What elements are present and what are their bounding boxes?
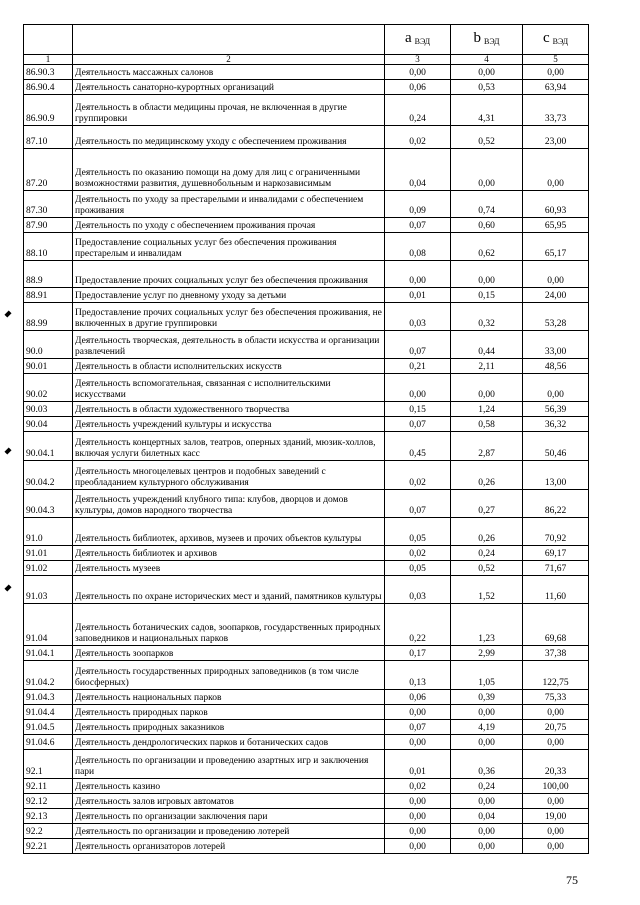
code-cell: 91.04.4 [24, 705, 73, 720]
column-index: 4 [451, 55, 523, 65]
value-c-cell: 56,39 [523, 402, 589, 417]
value-b-cell: 2,99 [451, 646, 523, 661]
table-row [24, 490, 589, 518]
value-c-cell: 23,00 [523, 126, 589, 149]
value-b-cell: 0,60 [451, 218, 523, 233]
activity-name-cell: Деятельность казино [73, 779, 385, 794]
value-a-cell: 0,00 [385, 735, 451, 750]
table-row [24, 779, 589, 794]
activity-name-cell: Деятельность природных заказников [73, 720, 385, 735]
value-a-cell: 0,07 [385, 417, 451, 432]
column-index-row [24, 55, 589, 65]
table-row [24, 661, 589, 690]
code-cell: 86.90.4 [24, 80, 73, 95]
activity-name-cell: Деятельность санаторно-курортных организаций [73, 80, 385, 95]
code-cell: 90.01 [24, 359, 73, 374]
page-number: 75 [566, 873, 578, 887]
value-a-cell: 0,04 [385, 149, 451, 191]
code-cell: 87.30 [24, 191, 73, 218]
value-b-cell: 2,87 [451, 432, 523, 461]
value-a-cell: 0,06 [385, 690, 451, 705]
table-row [24, 288, 589, 303]
margin-bullet [4, 584, 11, 591]
code-cell: 87.90 [24, 218, 73, 233]
header-name-cell [73, 25, 385, 55]
value-a-cell: 0,45 [385, 432, 451, 461]
value-a-cell: 0,24 [385, 95, 451, 126]
table-row [24, 576, 589, 604]
code-cell: 90.02 [24, 374, 73, 402]
activity-name-cell: Деятельность библиотек и архивов [73, 546, 385, 561]
value-b-cell: 0,62 [451, 233, 523, 261]
code-cell: 88.10 [24, 233, 73, 261]
table-row [24, 720, 589, 735]
value-c-cell: 0,00 [523, 705, 589, 720]
value-c-cell: 36,32 [523, 417, 589, 432]
table-row [24, 646, 589, 661]
header-row [24, 25, 589, 55]
value-c-cell: 122,75 [523, 661, 589, 690]
value-c-cell: 60,93 [523, 191, 589, 218]
table-row [24, 546, 589, 561]
header-b: b $_{ВЭД}$ [451, 25, 523, 55]
code-cell: 92.21 [24, 839, 73, 854]
header-a: a $_{ВЭД}$ [385, 25, 451, 55]
value-b-cell: 0,52 [451, 126, 523, 149]
code-cell: 92.12 [24, 794, 73, 809]
value-b-cell: 1,52 [451, 576, 523, 604]
activity-name-cell: Деятельность ботанических садов, зоопарков, государственных природных заповедников и национальных парков [73, 604, 385, 646]
table-row [24, 80, 589, 95]
value-c-cell: 63,94 [523, 80, 589, 95]
value-a-cell: 0,02 [385, 126, 451, 149]
activity-name-cell: Деятельность библиотек, архивов, музеев и прочих объектов культуры [73, 518, 385, 546]
code-cell: 90.04.2 [24, 461, 73, 490]
margin-bullet [4, 310, 11, 317]
value-a-cell: 0,01 [385, 750, 451, 779]
value-b-cell: 0,44 [451, 331, 523, 359]
value-b-cell: 0,00 [451, 794, 523, 809]
code-cell: 90.04.1 [24, 432, 73, 461]
value-b-cell: 0,74 [451, 191, 523, 218]
value-a-cell: 0,07 [385, 331, 451, 359]
value-a-cell: 0,07 [385, 218, 451, 233]
value-b-cell: 0,00 [451, 65, 523, 80]
value-b-cell: 0,26 [451, 461, 523, 490]
value-b-cell: 0,00 [451, 735, 523, 750]
value-b-cell: 0,32 [451, 303, 523, 331]
code-cell: 90.04.3 [24, 490, 73, 518]
value-b-cell: 0,27 [451, 490, 523, 518]
value-c-cell: 65,95 [523, 218, 589, 233]
value-b-cell: 1,23 [451, 604, 523, 646]
code-cell: 91.04.3 [24, 690, 73, 705]
activity-name-cell: Деятельность зоопарков [73, 646, 385, 661]
value-c-cell: 33,00 [523, 331, 589, 359]
column-index: 3 [385, 55, 451, 65]
value-a-cell: 0,08 [385, 233, 451, 261]
code-cell: 91.04.1 [24, 646, 73, 661]
table-row [24, 794, 589, 809]
value-c-cell: 37,38 [523, 646, 589, 661]
code-cell: 91.04 [24, 604, 73, 646]
value-a-cell: 0,02 [385, 546, 451, 561]
value-c-cell: 24,00 [523, 288, 589, 303]
code-cell: 92.1 [24, 750, 73, 779]
value-c-cell: 75,33 [523, 690, 589, 705]
activity-name-cell: Предоставление услуг по дневному уходу за детьми [73, 288, 385, 303]
header-c: c $_{ВЭД}$ [523, 25, 589, 55]
activity-name-cell: Предоставление прочих социальных услуг без обеспечения проживания [73, 261, 385, 288]
code-cell: 88.91 [24, 288, 73, 303]
code-cell: 88.9 [24, 261, 73, 288]
code-cell: 91.04.6 [24, 735, 73, 750]
activity-name-cell: Деятельность в области исполнительских искусств [73, 359, 385, 374]
code-cell: 91.02 [24, 561, 73, 576]
table-row [24, 518, 589, 546]
activity-name-cell: Деятельность по охране исторических мест и зданий, памятников культуры [73, 576, 385, 604]
value-c-cell: 100,00 [523, 779, 589, 794]
column-index: 2 [73, 55, 385, 65]
activity-name-cell: Деятельность дендрологических парков и ботанических садов [73, 735, 385, 750]
table-row [24, 461, 589, 490]
table-row [24, 690, 589, 705]
table-row [24, 561, 589, 576]
activity-name-cell: Деятельность по организации и проведению азартных игр и заключения пари [73, 750, 385, 779]
column-index: 5 [523, 55, 589, 65]
value-a-cell: 0,15 [385, 402, 451, 417]
value-a-cell: 0,00 [385, 261, 451, 288]
value-c-cell: 71,67 [523, 561, 589, 576]
activity-name-cell: Деятельность по уходу за престарелыми и инвалидами с обеспечением проживания [73, 191, 385, 218]
value-a-cell: 0,00 [385, 839, 451, 854]
table-row [24, 705, 589, 720]
value-b-cell: 4,31 [451, 95, 523, 126]
activity-name-cell: Деятельность по уходу с обеспечением проживания прочая [73, 218, 385, 233]
activity-name-cell: Деятельность учреждений культуры и искусства [73, 417, 385, 432]
value-a-cell: 0,01 [385, 288, 451, 303]
activity-name-cell: Деятельность учреждений клубного типа: клубов, дворцов и домов культуры, домов народного творчества [73, 490, 385, 518]
code-cell: 87.10 [24, 126, 73, 149]
code-cell: 91.0 [24, 518, 73, 546]
value-b-cell: 1,05 [451, 661, 523, 690]
code-cell: 92.13 [24, 809, 73, 824]
activity-name-cell: Деятельность вспомогательная, связанная с исполнительскими искусствами [73, 374, 385, 402]
value-b-cell: 0,00 [451, 839, 523, 854]
value-b-cell: 0,39 [451, 690, 523, 705]
value-a-cell: 0,02 [385, 461, 451, 490]
table-row [24, 126, 589, 149]
value-a-cell: 0,00 [385, 809, 451, 824]
value-b-cell: 0,00 [451, 149, 523, 191]
code-cell: 91.01 [24, 546, 73, 561]
table-row [24, 261, 589, 288]
value-a-cell: 0,13 [385, 661, 451, 690]
value-b-cell: 4,19 [451, 720, 523, 735]
value-a-cell: 0,00 [385, 824, 451, 839]
table-row [24, 191, 589, 218]
value-c-cell: 0,00 [523, 794, 589, 809]
value-b-cell: 0,04 [451, 809, 523, 824]
value-c-cell: 20,75 [523, 720, 589, 735]
table-row [24, 750, 589, 779]
value-c-cell: 69,68 [523, 604, 589, 646]
value-c-cell: 33,73 [523, 95, 589, 126]
value-c-cell: 0,00 [523, 735, 589, 750]
value-c-cell: 50,46 [523, 432, 589, 461]
activity-name-cell: Деятельность по оказанию помощи на дому для лиц с ограниченными возможностями развития, душевнобольным и наркозависимым [73, 149, 385, 191]
value-b-cell: 0,52 [451, 561, 523, 576]
activity-name-cell: Предоставление социальных услуг без обеспечения проживания престарелым и инвалидам [73, 233, 385, 261]
value-a-cell: 0,06 [385, 80, 451, 95]
code-cell: 91.04.2 [24, 661, 73, 690]
code-cell: 90.0 [24, 331, 73, 359]
value-a-cell: 0,05 [385, 561, 451, 576]
value-a-cell: 0,17 [385, 646, 451, 661]
value-a-cell: 0,00 [385, 374, 451, 402]
table-row [24, 233, 589, 261]
value-a-cell: 0,21 [385, 359, 451, 374]
table-row [24, 432, 589, 461]
code-cell: 86.90.9 [24, 95, 73, 126]
activity-name-cell: Деятельность в области медицины прочая, не включенная в другие группировки [73, 95, 385, 126]
activity-name-cell: Деятельность по медицинскому уходу с обеспечением проживания [73, 126, 385, 149]
activity-name-cell: Деятельность природных парков [73, 705, 385, 720]
code-cell: 87.20 [24, 149, 73, 191]
code-cell: 91.03 [24, 576, 73, 604]
value-b-cell: 0,36 [451, 750, 523, 779]
table-row [24, 149, 589, 191]
code-cell: 92.11 [24, 779, 73, 794]
header-code-cell [24, 25, 73, 55]
value-a-cell: 0,07 [385, 720, 451, 735]
table-row [24, 65, 589, 80]
value-c-cell: 70,92 [523, 518, 589, 546]
value-c-cell: 20,33 [523, 750, 589, 779]
activity-name-cell: Деятельность массажных салонов [73, 65, 385, 80]
table-row [24, 331, 589, 359]
table-row [24, 374, 589, 402]
activity-name-cell: Деятельность многоцелевых центров и подобных заведений с преобладанием культурного обслуживания [73, 461, 385, 490]
code-cell: 90.03 [24, 402, 73, 417]
value-c-cell: 13,00 [523, 461, 589, 490]
activity-name-cell: Деятельность в области художественного творчества [73, 402, 385, 417]
activity-name-cell: Деятельность национальных парков [73, 690, 385, 705]
table-row [24, 218, 589, 233]
value-c-cell: 69,17 [523, 546, 589, 561]
value-c-cell: 0,00 [523, 149, 589, 191]
value-b-cell: 0,24 [451, 779, 523, 794]
activity-name-cell: Деятельность по организации и проведению лотерей [73, 824, 385, 839]
activity-name-cell: Деятельность музеев [73, 561, 385, 576]
value-c-cell: 19,00 [523, 809, 589, 824]
value-b-cell: 1,24 [451, 402, 523, 417]
value-b-cell: 0,58 [451, 417, 523, 432]
table-row [24, 824, 589, 839]
value-a-cell: 0,00 [385, 705, 451, 720]
table-row [24, 303, 589, 331]
table-row [24, 95, 589, 126]
value-b-cell: 2,11 [451, 359, 523, 374]
value-a-cell: 0,00 [385, 65, 451, 80]
data-table [23, 24, 589, 854]
activity-name-cell: Деятельность залов игровых автоматов [73, 794, 385, 809]
margin-bullet [4, 447, 11, 454]
value-c-cell: 0,00 [523, 65, 589, 80]
table-row [24, 604, 589, 646]
activity-name-cell: Деятельность организаторов лотерей [73, 839, 385, 854]
value-b-cell: 0,26 [451, 518, 523, 546]
value-c-cell: 0,00 [523, 374, 589, 402]
value-a-cell: 0,22 [385, 604, 451, 646]
table-row [24, 839, 589, 854]
code-cell: 92.2 [24, 824, 73, 839]
value-c-cell: 0,00 [523, 261, 589, 288]
value-c-cell: 11,60 [523, 576, 589, 604]
code-cell: 86.90.3 [24, 65, 73, 80]
table-row [24, 359, 589, 374]
value-a-cell: 0,07 [385, 490, 451, 518]
value-a-cell: 0,09 [385, 191, 451, 218]
value-c-cell: 86,22 [523, 490, 589, 518]
value-c-cell: 0,00 [523, 839, 589, 854]
value-b-cell: 0,15 [451, 288, 523, 303]
value-a-cell: 0,03 [385, 576, 451, 604]
value-a-cell: 0,02 [385, 779, 451, 794]
value-c-cell: 0,00 [523, 824, 589, 839]
code-cell: 88.99 [24, 303, 73, 331]
value-b-cell: 0,00 [451, 261, 523, 288]
value-b-cell: 0,00 [451, 705, 523, 720]
value-b-cell: 0,00 [451, 374, 523, 402]
code-cell: 91.04.5 [24, 720, 73, 735]
value-c-cell: 48,56 [523, 359, 589, 374]
value-a-cell: 0,05 [385, 518, 451, 546]
activity-name-cell: Предоставление прочих социальных услуг без обеспечения проживания, не включенных в другие группировки [73, 303, 385, 331]
activity-name-cell: Деятельность государственных природных заповедников (в том числе биосферных) [73, 661, 385, 690]
activity-name-cell: Деятельность по организации заключения пари [73, 809, 385, 824]
table-row [24, 402, 589, 417]
value-a-cell: 0,00 [385, 794, 451, 809]
table-row [24, 417, 589, 432]
value-b-cell: 0,00 [451, 824, 523, 839]
column-index: 1 [24, 55, 73, 65]
table-row [24, 809, 589, 824]
value-b-cell: 0,24 [451, 546, 523, 561]
activity-name-cell: Деятельность концертных залов, театров, оперных зданий, мюзик-холлов, включая услуги билетных касс [73, 432, 385, 461]
activity-name-cell: Деятельность творческая, деятельность в области искусства и организации развлечений [73, 331, 385, 359]
value-a-cell: 0,03 [385, 303, 451, 331]
code-cell: 90.04 [24, 417, 73, 432]
value-b-cell: 0,53 [451, 80, 523, 95]
table-row [24, 735, 589, 750]
value-c-cell: 65,17 [523, 233, 589, 261]
value-c-cell: 53,28 [523, 303, 589, 331]
